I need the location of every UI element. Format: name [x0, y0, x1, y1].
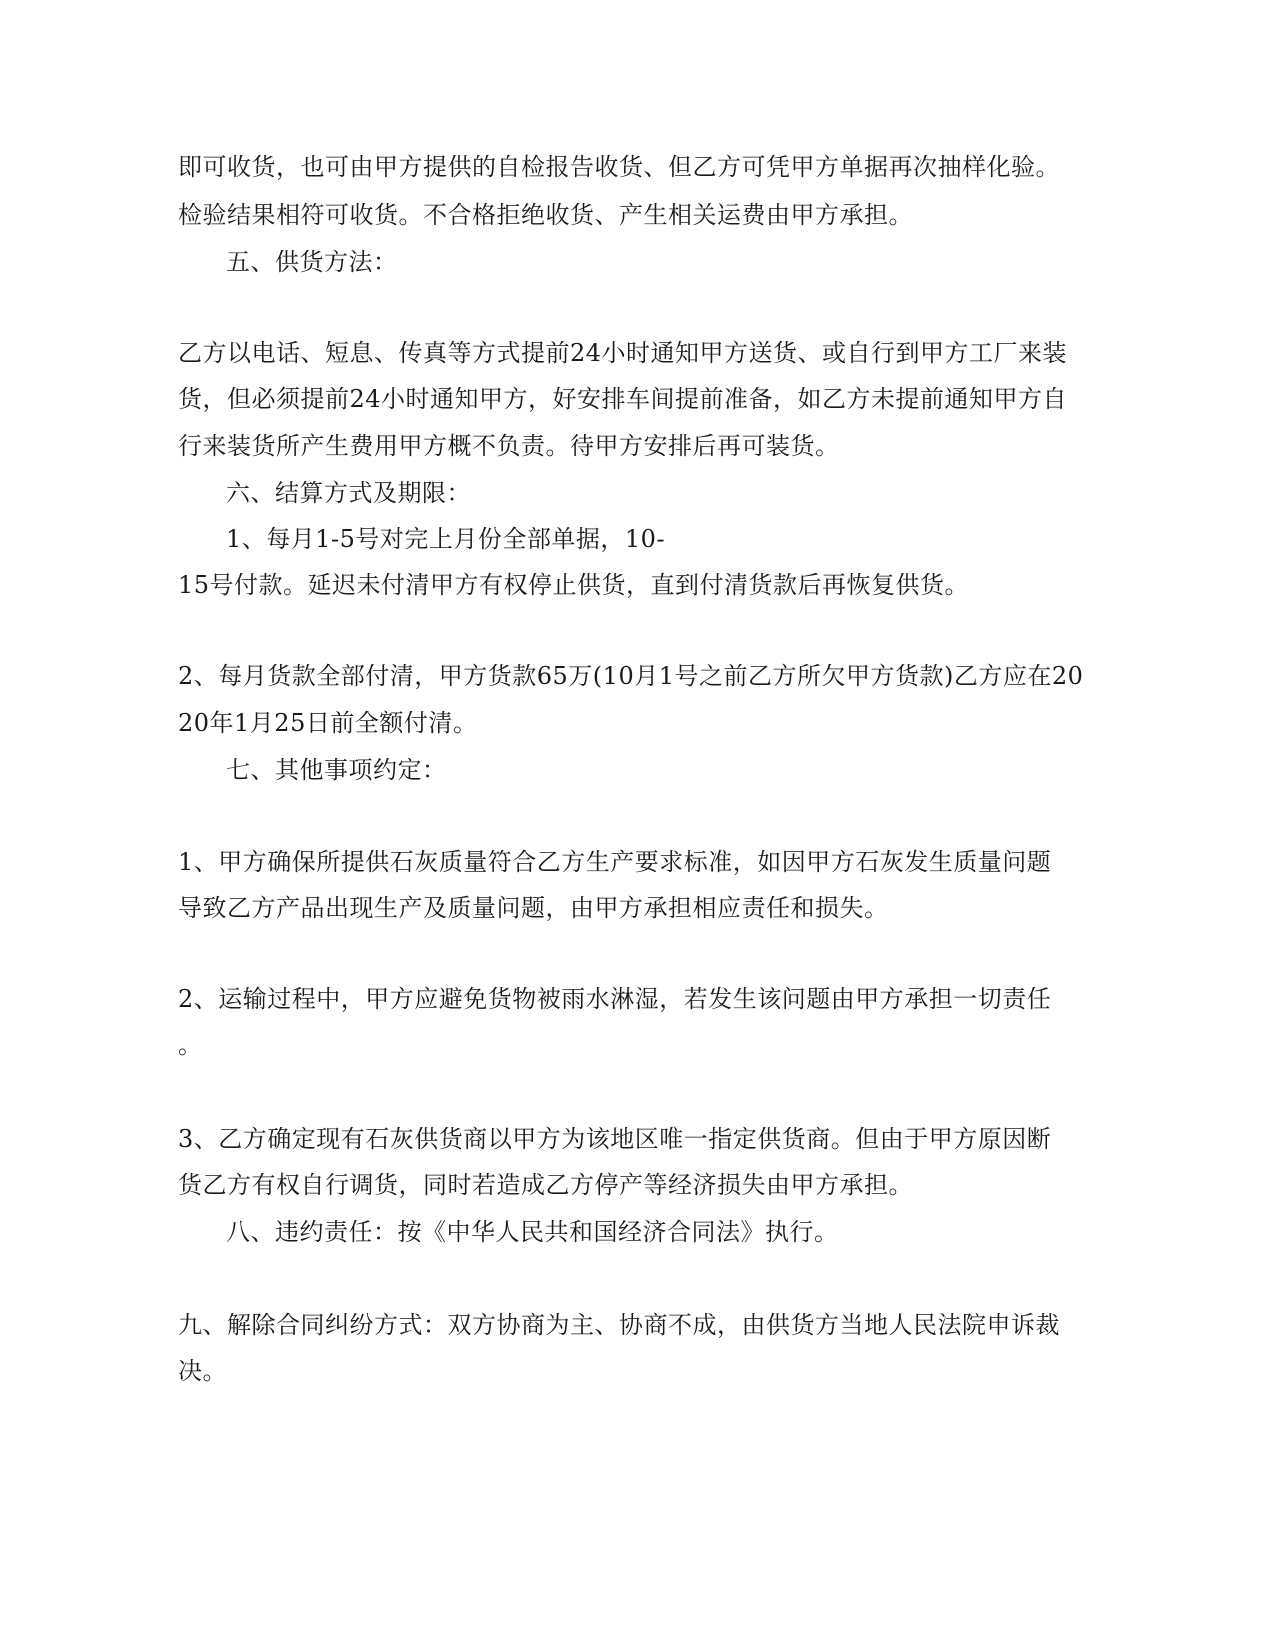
paragraph-line: 导致乙方产品出现生产及质量问题，由甲方承担相应责任和损失。 — [178, 894, 889, 922]
paragraph-line: 即可收货，也可由甲方提供的自检报告收货、但乙方可凭甲方单据再次抽样化验。 — [178, 153, 1060, 181]
paragraph-line: 1、甲方确保所提供石灰质量符合乙方生产要求标准，如因甲方石灰发生质量问题 — [178, 848, 1052, 876]
paragraph-line: 20年1月25日前全额付清。 — [178, 709, 478, 737]
paragraph-line: 乙方以电话、短息、传真等方式提前24小时通知甲方送货、或自行到甲方工厂来装 — [178, 339, 1068, 367]
paragraph-line: 1、每月1-5号对完上月份全部单据，10- — [226, 525, 666, 553]
paragraph-line: 货乙方有权自行调货，同时若造成乙方停产等经济损失由甲方承担。 — [178, 1171, 913, 1199]
section-heading-5: 五、供货方法： — [226, 248, 398, 276]
paragraph-line: 3、乙方确定现有石灰供货商以甲方为该地区唯一指定供货商。但由于甲方原因断 — [178, 1125, 1052, 1153]
paragraph-line: 决。 — [178, 1357, 227, 1385]
section-heading-7: 七、其他事项约定： — [226, 756, 447, 784]
paragraph-line: 货，但必须提前24小时通知甲方，好安排车间提前准备，如乙方未提前通知甲方自 — [178, 385, 1068, 413]
paragraph-line: 15号付款。延迟未付清甲方有权停止供货，直到付清货款后再恢复供货。 — [178, 571, 970, 599]
paragraph-line: 行来装货所产生费用甲方概不负责。待甲方安排后再可装货。 — [178, 432, 840, 460]
paragraph-line: 检验结果相符可收货。不合格拒绝收货、产生相关运费由甲方承担。 — [178, 201, 913, 229]
section-heading-9: 九、解除合同纠纷方式：双方协商为主、协商不成，由供货方当地人民法院申诉裁 — [178, 1311, 1060, 1339]
paragraph-line: 2、每月货款全部付清，甲方货款65万(10月1号之前乙方所欠甲方货款)乙方应在20 — [178, 662, 1084, 690]
paragraph-line: 2、运输过程中，甲方应避免货物被雨水淋湿，若发生该问题由甲方承担一切责任 — [178, 985, 1052, 1013]
paragraph-line: 。 — [178, 1031, 203, 1059]
section-heading-6: 六、结算方式及期限： — [226, 479, 471, 507]
section-heading-8: 八、违约责任：按《中华人民共和国经济合同法》执行。 — [226, 1218, 839, 1246]
